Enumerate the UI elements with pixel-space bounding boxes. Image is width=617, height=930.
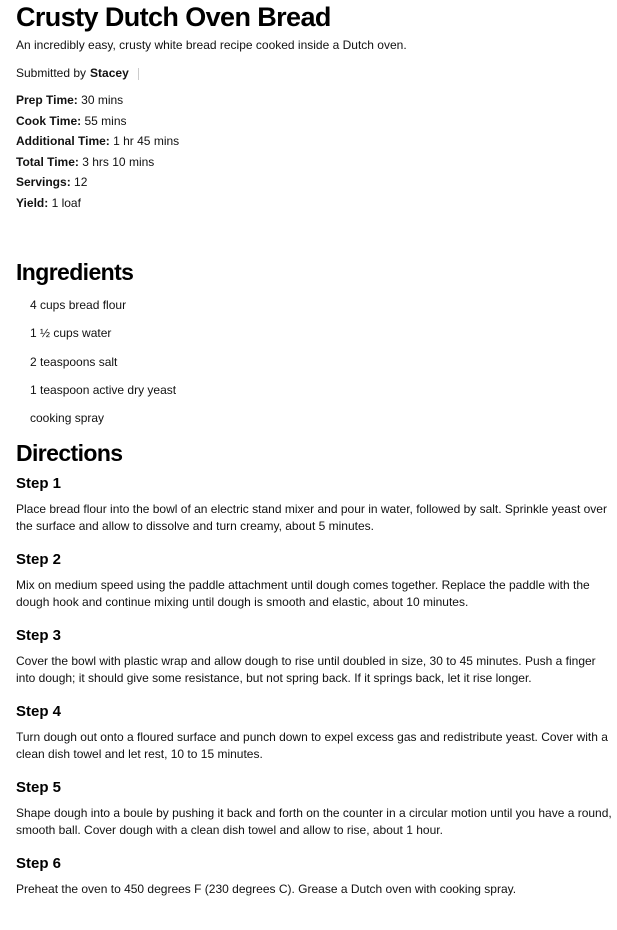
step-1 xyxy=(16,474,614,550)
ingredient-item: 2 teaspoons salt xyxy=(30,354,118,369)
meta-value: 12 xyxy=(74,175,88,189)
author-link[interactable]: Stacey xyxy=(90,66,129,80)
step-text: Place bread flour into the bowl of an electric stand mixer and pour in water, followed by salt. Sprinkle yeast over the surface and allow to dissolve and turn creamy, about 5 minutes. xyxy=(16,502,607,533)
meta-label: Total Time: xyxy=(16,154,79,169)
meta-total-time xyxy=(16,155,614,170)
meta-value: 1 hr 45 mins xyxy=(113,134,180,148)
step-title: Step 6 xyxy=(16,855,62,872)
meta-value: 1 loaf xyxy=(51,195,81,210)
meta-label: Yield: xyxy=(16,195,49,210)
step-title: Step 2 xyxy=(16,551,62,568)
step-text: Turn dough out onto a floured surface and punch down to expel excess gas and redistribute yeast. Cover with a clean dish towel and let rest, 10 to 15 minutes. xyxy=(16,730,608,761)
recipe-description: An incredibly easy, crusty white bread recipe cooked inside a Dutch oven. xyxy=(16,38,407,52)
step-title: Step 5 xyxy=(16,779,62,796)
directions-heading: Directions xyxy=(16,440,123,466)
ingredient-item: cooking spray xyxy=(30,411,105,426)
step-text: Shape dough into a boule by pushing it back and forth on the counter in a circular motion until you have a round, smooth ball. Cover dough with a clean dish towel and allow to rise, about 1 hour. xyxy=(16,806,612,837)
meta-value: 3 hrs 10 mins xyxy=(82,154,155,169)
meta-prep-time xyxy=(16,93,614,108)
meta-yield xyxy=(16,196,614,211)
meta-additional-time xyxy=(16,134,614,149)
ingredient-item: 4 cups bread flour xyxy=(30,298,127,312)
step-5 xyxy=(16,778,614,854)
byline-divider xyxy=(138,68,139,80)
meta-cook-time xyxy=(16,114,614,129)
submitted-by-label: Submitted by xyxy=(16,66,87,80)
step-6 xyxy=(16,854,614,930)
meta-label: Additional Time: xyxy=(16,134,110,148)
directions-list xyxy=(16,474,614,930)
meta-label: Servings: xyxy=(16,175,71,189)
step-4 xyxy=(16,702,614,778)
step-2 xyxy=(16,550,614,626)
recipe-title: Crusty Dutch Oven Bread xyxy=(16,2,331,32)
meta-label: Prep Time: xyxy=(16,93,78,107)
step-title: Step 3 xyxy=(16,627,62,644)
step-title: Step 1 xyxy=(16,475,62,492)
byline xyxy=(16,66,614,81)
meta-label: Cook Time: xyxy=(16,113,82,128)
step-text: Mix on medium speed using the paddle attachment until dough comes together. Replace the paddle with the dough hook and continue mixing until dough is smooth and elastic, about 10 minutes. xyxy=(16,578,590,609)
recipe-details xyxy=(16,93,614,211)
ingredients-heading: Ingredients xyxy=(16,259,134,285)
meta-servings xyxy=(16,175,614,190)
meta-value: 30 mins xyxy=(81,93,124,107)
ingredient-item: 1 teaspoon active dry yeast xyxy=(30,382,177,397)
step-text: Cover the bowl with plastic wrap and allow dough to rise until doubled in size, 30 to 45 minutes. Push a finger into dough; it should give some resistance, but not spring back. If it springs back, let it rise longer. xyxy=(16,654,596,685)
meta-value: 55 mins xyxy=(84,113,127,128)
recipe-page xyxy=(16,0,614,896)
ingredient-item: 1 ½ cups water xyxy=(30,326,112,341)
step-text: Preheat the oven to 450 degrees F (230 degrees C). Grease a Dutch oven with cooking spray. xyxy=(16,882,517,896)
ingredients-list xyxy=(30,298,176,439)
step-3 xyxy=(16,626,614,702)
step-title: Step 4 xyxy=(16,703,62,720)
